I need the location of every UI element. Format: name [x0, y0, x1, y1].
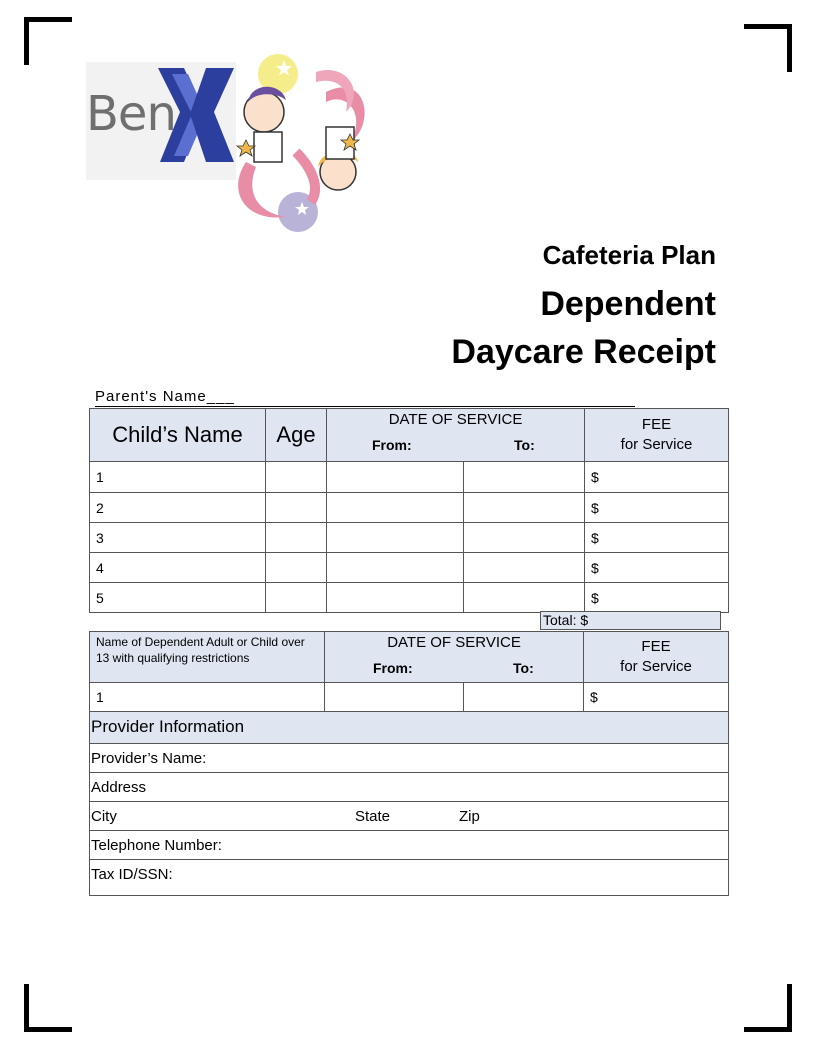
- table-row: [90, 462, 729, 493]
- fee-label: FEE: [641, 416, 672, 433]
- to-cell[interactable]: [464, 553, 585, 583]
- provider-name-label: Provider’s Name:: [91, 750, 207, 767]
- child-name-cell[interactable]: 3: [90, 523, 266, 553]
- fee-cell[interactable]: $: [585, 553, 729, 583]
- title-daycare-receipt: Daycare Receipt: [451, 333, 716, 371]
- table-row: [90, 553, 729, 583]
- table-row: [90, 583, 729, 613]
- from-label: From:: [373, 660, 413, 676]
- col-fee: [584, 632, 729, 683]
- fee-cell[interactable]: $: [584, 683, 729, 712]
- fee-label: FEE: [641, 638, 671, 655]
- logo-brand-text: Ben: [86, 86, 176, 142]
- col-dependent-adult-name: Name of Dependent Adult or Child over 13 with qualifying restrictions: [90, 632, 325, 683]
- provider-information-header: Provider Information: [90, 712, 729, 744]
- to-cell[interactable]: [464, 493, 585, 523]
- from-cell[interactable]: [327, 583, 464, 613]
- col-date-of-service: [327, 409, 585, 462]
- from-cell[interactable]: [327, 523, 464, 553]
- child-name-cell[interactable]: 5: [90, 583, 266, 613]
- fee-cell[interactable]: $: [585, 493, 729, 523]
- date-of-service-label: DATE OF SERVICE: [387, 634, 521, 651]
- age-cell[interactable]: [266, 553, 327, 583]
- age-cell[interactable]: [266, 493, 327, 523]
- address-label: Address: [91, 779, 147, 796]
- table-row: [90, 493, 729, 523]
- crop-mark-top-right: [744, 24, 792, 72]
- crop-mark-bottom-right: [744, 984, 792, 1032]
- col-age: Age: [266, 409, 327, 462]
- fee-cell[interactable]: $: [585, 462, 729, 493]
- for-service-label: for Service: [620, 658, 692, 675]
- city-state-zip-field[interactable]: [90, 802, 729, 831]
- date-of-service-label: DATE OF SERVICE: [388, 411, 523, 428]
- total-label: Total: $: [543, 612, 589, 628]
- tax-id-field[interactable]: [90, 860, 729, 896]
- from-cell[interactable]: [327, 493, 464, 523]
- from-cell[interactable]: [327, 553, 464, 583]
- child-name-cell[interactable]: 4: [90, 553, 266, 583]
- child-name-cell[interactable]: 2: [90, 493, 266, 523]
- from-label: From:: [372, 437, 412, 453]
- from-cell[interactable]: [327, 462, 464, 493]
- telephone-field[interactable]: [90, 831, 729, 860]
- to-label: To:: [513, 660, 534, 676]
- total-field[interactable]: [540, 611, 721, 630]
- zip-label: Zip: [459, 808, 480, 825]
- fee-cell[interactable]: $: [585, 523, 729, 553]
- fee-cell[interactable]: $: [585, 583, 729, 613]
- crop-mark-bottom-left: [24, 984, 72, 1032]
- benx-logo: [86, 52, 376, 237]
- dependent-name-cell[interactable]: 1: [90, 683, 325, 712]
- children-cartoon-icon: [226, 52, 376, 237]
- children-table: [89, 408, 729, 613]
- col-childs-name: Child’s Name: [90, 409, 266, 462]
- age-cell[interactable]: [266, 523, 327, 553]
- table-row: [90, 523, 729, 553]
- from-cell[interactable]: [325, 683, 464, 712]
- age-cell[interactable]: [266, 462, 327, 493]
- col-date-of-service: [325, 632, 584, 683]
- child-name-cell[interactable]: 1: [90, 462, 266, 493]
- to-label: To:: [514, 437, 535, 453]
- to-cell[interactable]: [464, 523, 585, 553]
- title-cafeteria-plan: Cafeteria Plan: [542, 240, 716, 270]
- for-service-label: for Service: [620, 436, 693, 453]
- col-fee: [585, 409, 729, 462]
- provider-name-field[interactable]: [90, 744, 729, 773]
- table-row: [90, 683, 729, 712]
- crop-mark-top-left: [24, 17, 72, 65]
- tax-id-label: Tax ID/SSN:: [91, 866, 173, 883]
- provider-information-table: [89, 711, 729, 896]
- adult-dependent-table: [89, 631, 729, 712]
- parent-name-field[interactable]: [95, 388, 635, 407]
- title-dependent: Dependent: [540, 285, 716, 323]
- address-field[interactable]: [90, 773, 729, 802]
- state-label: State: [355, 808, 391, 825]
- telephone-label: Telephone Number:: [91, 837, 222, 854]
- to-cell[interactable]: [464, 462, 585, 493]
- age-cell[interactable]: [266, 583, 327, 613]
- parent-name-label: Parent's Name___: [95, 388, 235, 405]
- to-cell[interactable]: [464, 683, 584, 712]
- to-cell[interactable]: [464, 583, 585, 613]
- city-label: City: [91, 808, 117, 825]
